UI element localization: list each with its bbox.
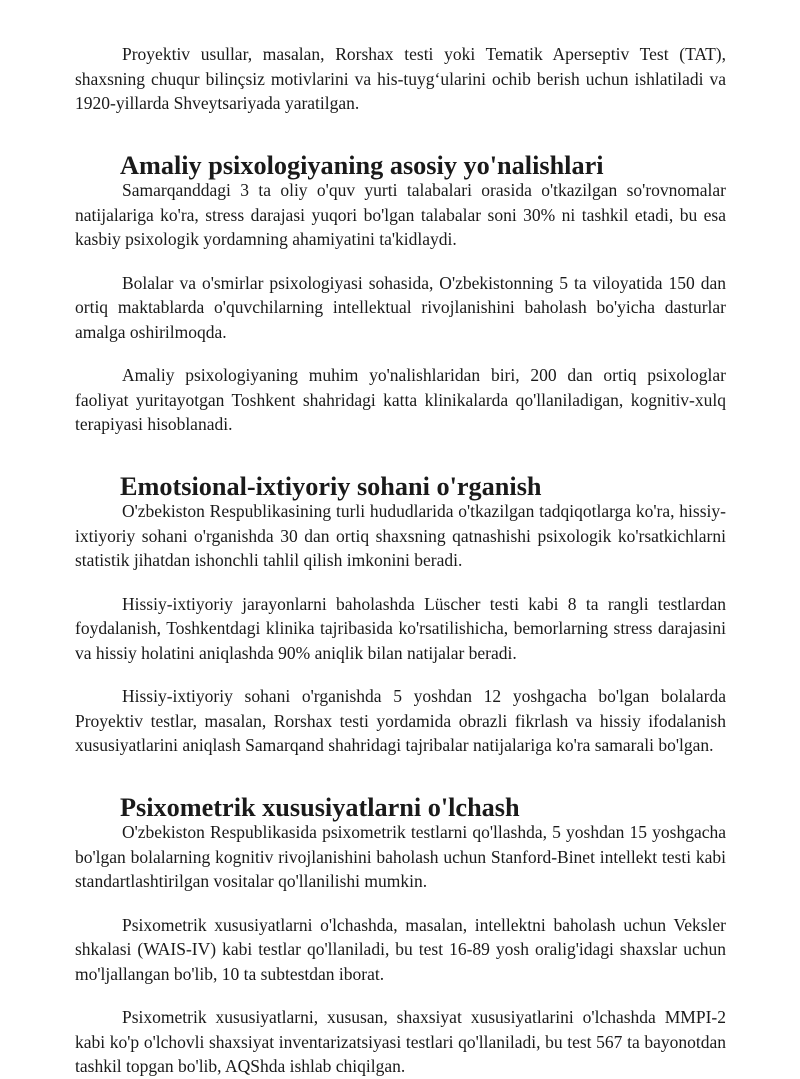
section-heading-amaliy: Amaliy psixologiyaning asosiy yo'nalishlari xyxy=(120,150,604,180)
paragraph: Psixometrik xususiyatlarni, xususan, shaxsiyat xususiyatlarini o'lchashda MMPI-2 kabi ko'p o'lchovli shaxsiyat inventarizatsiyasi testlari qo'llaniladi, bu test 567 ta bayonotdan tashkil topgan bo'lib, AQShda ishlab chiqilgan. xyxy=(75,1007,726,1076)
paragraph: Samarqanddagi 3 ta oliy o'quv yurti talabalari orasida o'tkazilgan so'rovnomalar natijalariga ko'ra, stress darajasi yuqori bo'lgan talabalar soni 30% ni tashkil etadi, bu esa kasbiy psixologik yordamning ahamiyatini ta'kidlaydi. xyxy=(75,180,726,249)
section-heading-psixometrik: Psixometrik xususiyatlarni o'lchash xyxy=(120,792,520,822)
paragraph: Hissiy-ixtiyoriy sohani o'rganishda 5 yoshdan 12 yoshgacha bo'lgan bolalarda Proyektiv testlar, masalan, Rorshax testi yordamida obrazli fikrlash va hissiy ifodalanish xususiyatlarini aniqlash Samarqand shahridagi tajribalar natijalariga ko'ra samarali bo'lgan. xyxy=(75,686,726,755)
paragraph: Amaliy psixologiyaning muhim yo'nalishlaridan biri, 200 dan ortiq psixologlar faoliyat yuritayotgan Toshkent shahridagi katta klinikalarda qo'llaniladigan, kognitiv-xulq terapiyasi hisoblanadi. xyxy=(75,365,726,434)
paragraph: Bolalar va o'smirlar psixologiyasi sohasida, O'zbekistonning 5 ta viloyatida 150 dan ortiq maktablarda o'quvchilarning intellektual rivojlanishini baholash bo'yicha dasturlar amalga oshirilmoqda. xyxy=(75,272,726,342)
paragraph: O'zbekiston Respublikasining turli hududlarida o'tkazilgan tadqiqotlarga ko'ra, hissiy-ixtiyoriy sohani o'rganishda 30 dan ortiq shaxsning qatnashishi psixologik ko'rsatkichlarni statistik jihatdan ishonchli tahlil qilish imkonini beradi. xyxy=(75,501,726,570)
paragraph: Hissiy-ixtiyoriy jarayonlarni baholashda Lüscher testi kabi 8 ta rangli testlardan foydalanish, Toshkentdagi klinika tajribasida ko'rsatilishicha, bemorlarning stress darajasini va hissiy holatini aniqlashda 90% aniqlik bilan natijalar beradi. xyxy=(75,593,726,663)
section-heading-emotsional: Emotsional-ixtiyoriy sohani o'rganish xyxy=(120,471,542,501)
document-page xyxy=(75,42,726,1079)
paragraph: O'zbekiston Respublikasida psixometrik testlarni qo'llashda, 5 yoshdan 15 yoshgacha bo'lgan bolalarning kognitiv rivojlanishini baholash uchun Stanford-Binet intellekt testi kabi standartlashtirilgan vositalar qo'llanilishi mumkin. xyxy=(75,822,726,891)
paragraph: Psixometrik xususiyatlarni o'lchashda, masalan, intellektni baholash uchun Veksler shkalasi (WAIS-IV) kabi testlar qo'llaniladi, bu test 16-89 yosh oralig'idagi shaxslar uchun mo'ljallangan bo'lib, 10 ta subtestdan iborat. xyxy=(75,914,726,984)
intro-paragraph: Proyektiv usullar, masalan, Rorshax testi yoki Tematik Aperseptiv Test (TAT), shaxsning chuqur bilinçsiz motivlarini va his-tuyg‘ularini ochib berish uchun ishlatiladi va 1920-yillarda Shveytsariyada yaratilgan. xyxy=(75,44,726,113)
